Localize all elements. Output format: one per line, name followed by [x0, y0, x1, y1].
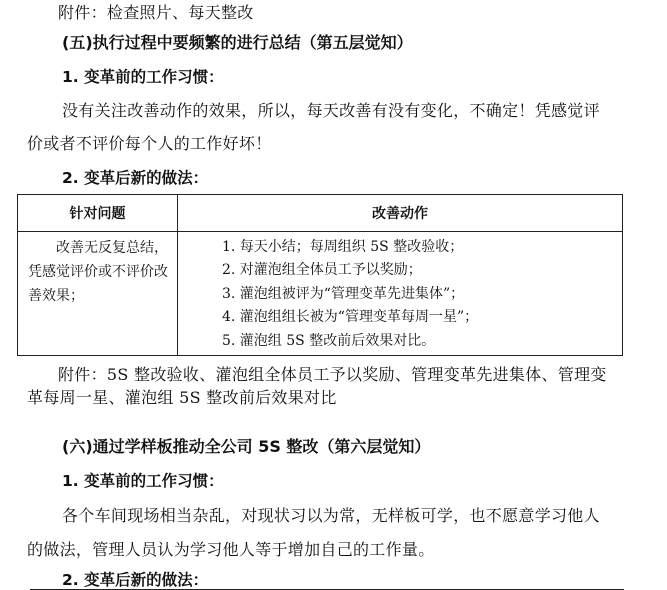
actions-cell — [178, 232, 623, 356]
header-problem: 针对问题 — [18, 195, 178, 232]
table-row — [18, 232, 623, 356]
action-item: 1. 每天小结；每周组织 5S 整改验收； — [222, 239, 464, 255]
before-text-1b: 价或者不评价每个人的工作好坏！ — [27, 134, 272, 153]
table-header-row — [18, 195, 623, 232]
section-6-title: (六)通过学样板推动全公司 5S 整改（第六层觉知） — [62, 437, 431, 456]
action-item: 5. 灌泡组 5S 整改前后效果对比。 — [222, 332, 436, 349]
action-item: 3. 灌泡组被评为“管理变革先进集体”； — [222, 285, 465, 302]
attachment-line-1: 附件：检查照片、每天整改 — [58, 3, 254, 22]
before-text-2b: 的做法，管理人员认为学习他人等于增加自己的工作量。 — [27, 540, 435, 559]
action-item: 2. 对灌泡组全体员工予以奖励； — [222, 262, 422, 279]
header-actions: 改善动作 — [178, 195, 623, 232]
attachment-line-2b: 革每周一星、灌泡组 5S 整改前后效果对比 — [27, 388, 337, 407]
after-heading-2: 2. 变革后新的做法： — [62, 571, 209, 589]
action-item: 4. 灌泡组组长被为“管理变革每周一星”； — [222, 309, 479, 326]
problem-text: 改善无反复总结，凭感觉评价或不评价改善效果； — [28, 240, 168, 304]
problem-cell — [18, 232, 178, 356]
before-heading-1: 1. 变革前的工作习惯： — [62, 68, 224, 86]
after-heading-1: 2. 变革后新的做法： — [62, 169, 209, 187]
before-text-2a: 各个车间现场相当杂乱，对现状习以为常，无样板可学，也不愿意学习他人 — [62, 506, 600, 525]
improvement-table — [17, 194, 623, 356]
before-text-1a: 没有关注改善动作的效果，所以，每天改善有没有变化，不确定！凭感觉评 — [62, 101, 600, 120]
section-5-title: (五)执行过程中要频繁的进行总结（第五层觉知） — [62, 33, 413, 52]
attachment-line-2a: 附件：5S 整改验收、灌泡组全体员工予以奖励、管理变革先进集体、管理变 — [58, 365, 607, 384]
before-heading-2: 1. 变革前的工作习惯： — [62, 472, 224, 490]
